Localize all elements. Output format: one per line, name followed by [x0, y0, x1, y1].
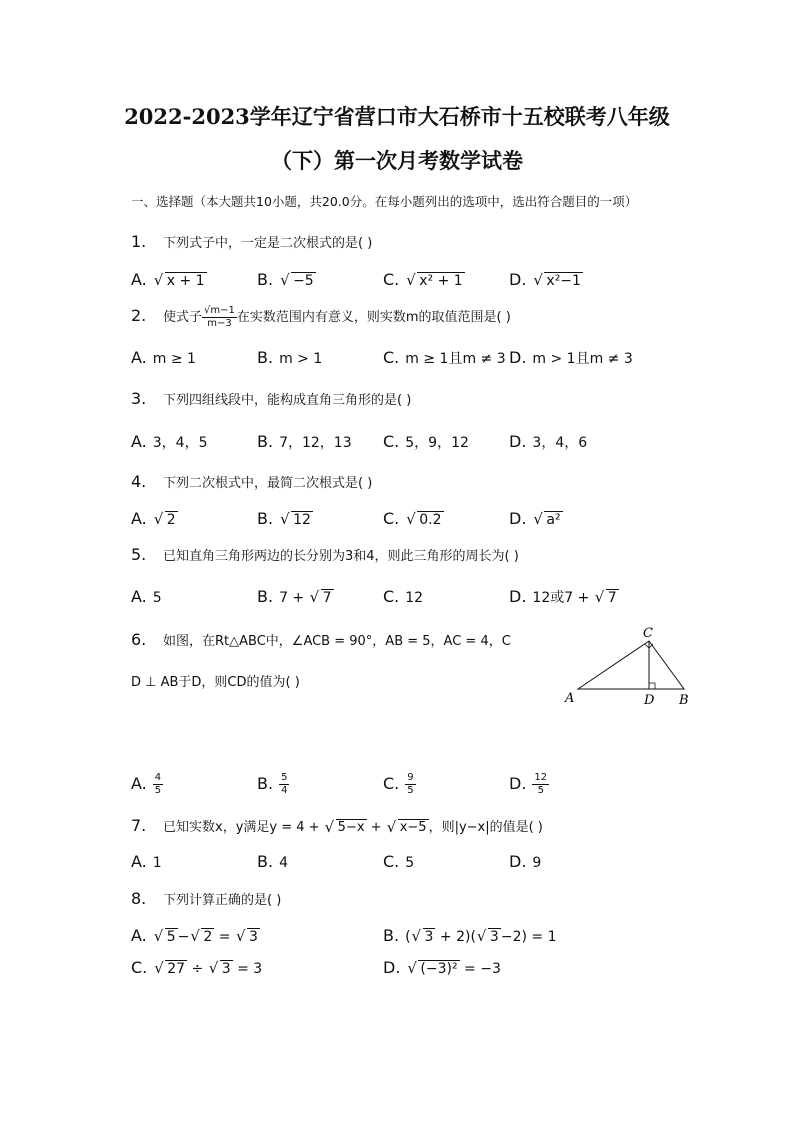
- option-label: D.: [509, 270, 527, 289]
- question-number: 3.: [131, 389, 147, 408]
- option-label: D.: [509, 852, 527, 871]
- option-text: 5，9，12: [405, 435, 469, 451]
- option-label: A.: [131, 432, 147, 451]
- question-stem-pre: 使式子: [163, 310, 203, 325]
- q7-option-b[interactable]: [257, 852, 288, 871]
- q4-option-c[interactable]: [383, 509, 444, 528]
- option-label: D.: [509, 348, 527, 367]
- option-label: B.: [257, 348, 274, 367]
- option-text: 7，12，13: [279, 435, 352, 451]
- radical: √ x + 1: [154, 273, 207, 289]
- label-b: B: [679, 693, 689, 708]
- option-label: A.: [131, 773, 147, 793]
- option-label: C.: [383, 587, 400, 606]
- fraction: $\frac{4}{5}$: [154, 772, 162, 796]
- option-label: A.: [131, 587, 147, 606]
- option-label: C.: [131, 958, 148, 977]
- option-label: D.: [509, 773, 527, 793]
- radical: √ 27: [154, 961, 187, 977]
- fraction: $\frac{12}{5}$: [534, 772, 548, 796]
- q7-option-d[interactable]: [509, 852, 541, 871]
- question-stem: 已知直角三角形两边的长分别为3和4，则此三角形的周长为( ): [163, 549, 519, 564]
- fraction: $\frac{5}{4}$: [281, 772, 288, 796]
- radical: √ x²−1: [533, 273, 583, 289]
- radical: √ 7: [595, 590, 619, 606]
- option-label: B.: [383, 926, 400, 945]
- option-text: 4: [279, 855, 288, 871]
- option-label: B.: [257, 509, 274, 528]
- question-stem: 如图，在Rt△ABC中，∠ACB = 90°，AB = 5，AC = 4，C: [163, 634, 511, 649]
- option-text: 5: [405, 855, 415, 871]
- option-label: D.: [509, 432, 527, 451]
- q7-option-c[interactable]: [383, 852, 414, 871]
- option-text: 12或7 +: [532, 590, 594, 606]
- option-label: D.: [509, 509, 527, 528]
- option-text: m > 1且m ≠ 3: [532, 351, 633, 367]
- question-stem: 下列式子中，一定是二次根式的是( ): [163, 236, 373, 251]
- option-label: C.: [383, 773, 400, 793]
- option-label: D.: [509, 587, 527, 606]
- option-text: 5: [152, 590, 162, 606]
- option-label: C.: [383, 432, 400, 451]
- radical: √ 5: [154, 929, 178, 945]
- question-number: 5.: [131, 545, 147, 564]
- exam-title-line-1: 2022-2023学年辽宁省营口市大石桥市十五校联考八年级: [124, 104, 670, 129]
- fraction: $\frac{9}{5}$: [407, 772, 414, 796]
- q4-option-d[interactable]: [509, 509, 563, 528]
- radical: √ 3: [412, 929, 436, 945]
- q5-option-c[interactable]: [383, 587, 423, 606]
- option-label: C.: [383, 270, 400, 289]
- q1-option-b[interactable]: [257, 270, 316, 289]
- q8-option-a[interactable]: A.√ 5 −√ 2 = √ 3: [131, 926, 260, 945]
- radical: √ −5: [280, 273, 316, 289]
- option-label: B.: [257, 270, 274, 289]
- q3-option-b[interactable]: [257, 432, 352, 452]
- option-label: A.: [131, 852, 147, 871]
- question-stem-pre: 已知实数x，y满足y = 4 +: [163, 820, 324, 835]
- option-label: C.: [383, 509, 400, 528]
- question-6: [131, 630, 511, 649]
- radical: √ 3: [209, 961, 233, 977]
- q6-option-b[interactable]: [257, 772, 289, 797]
- question-number: 2.: [131, 306, 147, 325]
- option-text: 7 +: [279, 590, 309, 606]
- triangle-abc: [578, 641, 684, 689]
- question-stem: 下列二次根式中，最简二次根式是( ): [163, 476, 373, 491]
- option-text: m ≥ 1: [152, 351, 196, 367]
- q6-option-c[interactable]: [383, 772, 416, 797]
- radical: √ a²: [533, 512, 562, 528]
- triangle-figure: [560, 622, 700, 714]
- q2-option-b[interactable]: [257, 348, 322, 367]
- option-label: C.: [383, 852, 400, 871]
- question-6-line-2: D ⊥ AB于D，则CD的值为( ): [131, 675, 300, 690]
- q1-option-d[interactable]: [509, 270, 583, 289]
- question-number: 6.: [131, 630, 147, 649]
- radical: √ x² + 1: [406, 273, 464, 289]
- question-stem-post: ，则|y−x|的值是( ): [428, 820, 543, 835]
- exam-title-line-2: （下）第一次月考数学试卷: [271, 148, 523, 173]
- question-stem: 下列计算正确的是( ): [163, 893, 282, 908]
- question-7: [131, 816, 543, 835]
- question-stem: 下列四组线段中，能构成直角三角形的是( ): [163, 393, 412, 408]
- radical: √ 2: [154, 512, 178, 528]
- q2-option-d[interactable]: [509, 348, 633, 368]
- question-number: 1.: [131, 232, 147, 251]
- question-number: 4.: [131, 472, 147, 491]
- question-stem-post: 在实数范围内有意义，则实数m的取值范围是( ): [236, 310, 511, 325]
- q8-option-d[interactable]: D.√ (−3)² = −3: [383, 958, 501, 977]
- question-5: [131, 545, 519, 564]
- q6-option-a[interactable]: [131, 772, 163, 797]
- radical: √ 12: [280, 512, 313, 528]
- option-label: A.: [131, 926, 147, 945]
- q7-option-a[interactable]: [131, 852, 162, 871]
- q8-option-c[interactable]: C.√ 27 ÷ √ 3 = 3: [131, 958, 262, 977]
- option-text: 3，4，6: [532, 435, 588, 451]
- fraction: $\frac{√m-1}{m-3}$: [204, 305, 235, 329]
- question-2: [131, 305, 511, 330]
- option-text: m ≥ 1且m ≠ 3: [405, 351, 506, 367]
- right-angle-mark: [649, 683, 655, 689]
- q5-option-d[interactable]: [509, 587, 619, 607]
- option-text: 9: [532, 855, 542, 871]
- option-label: B.: [257, 432, 274, 451]
- plus-sign: +: [366, 820, 386, 835]
- radical: √ x−5: [387, 820, 429, 835]
- option-text: 12: [405, 590, 424, 606]
- question-1: [131, 232, 372, 251]
- q6-option-d[interactable]: [509, 772, 549, 797]
- option-label: D.: [383, 958, 401, 977]
- radical: √ 3: [236, 929, 260, 945]
- label-a: A: [565, 691, 575, 706]
- q4-option-a[interactable]: [131, 509, 178, 528]
- question-3: [131, 389, 411, 408]
- section-heading: 一、选择题（本大题共10小题，共20.0分。在每小题列出的选项中，选出符合题目的一项）: [131, 194, 638, 209]
- option-text: 1: [152, 855, 162, 871]
- option-label: B.: [257, 587, 274, 606]
- label-d: D: [644, 693, 655, 708]
- q1-option-c[interactable]: [383, 270, 465, 289]
- radical: √ 3: [477, 929, 501, 945]
- question-number: 8.: [131, 889, 147, 908]
- q3-option-a[interactable]: [131, 432, 207, 452]
- question-number: 7.: [131, 816, 147, 835]
- question-8: [131, 889, 281, 908]
- radical: √ 2: [190, 929, 214, 945]
- q1-option-a[interactable]: [131, 270, 207, 289]
- q3-option-c[interactable]: [383, 432, 469, 452]
- q8-option-b[interactable]: B. (√ 3 + 2)(√ 3 −2) = 1: [383, 926, 556, 945]
- question-4: [131, 472, 372, 491]
- radical: √ 0.2: [406, 512, 443, 528]
- radical: √ 5−x: [325, 820, 367, 835]
- radical: √ 7: [310, 590, 334, 606]
- option-label: A.: [131, 348, 147, 367]
- option-text: 3，4，5: [152, 435, 208, 451]
- radical: √ (−3)²: [407, 961, 459, 977]
- option-label: A.: [131, 509, 147, 528]
- q4-option-b[interactable]: [257, 509, 313, 528]
- option-text: m > 1: [279, 351, 323, 367]
- q3-option-d[interactable]: [509, 432, 587, 452]
- option-label: B.: [257, 852, 274, 871]
- q5-option-b[interactable]: [257, 587, 334, 606]
- option-label: B.: [257, 773, 274, 793]
- q5-option-a[interactable]: [131, 587, 162, 606]
- option-label: C.: [383, 348, 400, 367]
- label-c: C: [643, 626, 653, 641]
- q2-option-c[interactable]: [383, 348, 506, 368]
- option-label: A.: [131, 270, 147, 289]
- q2-option-a[interactable]: [131, 348, 196, 367]
